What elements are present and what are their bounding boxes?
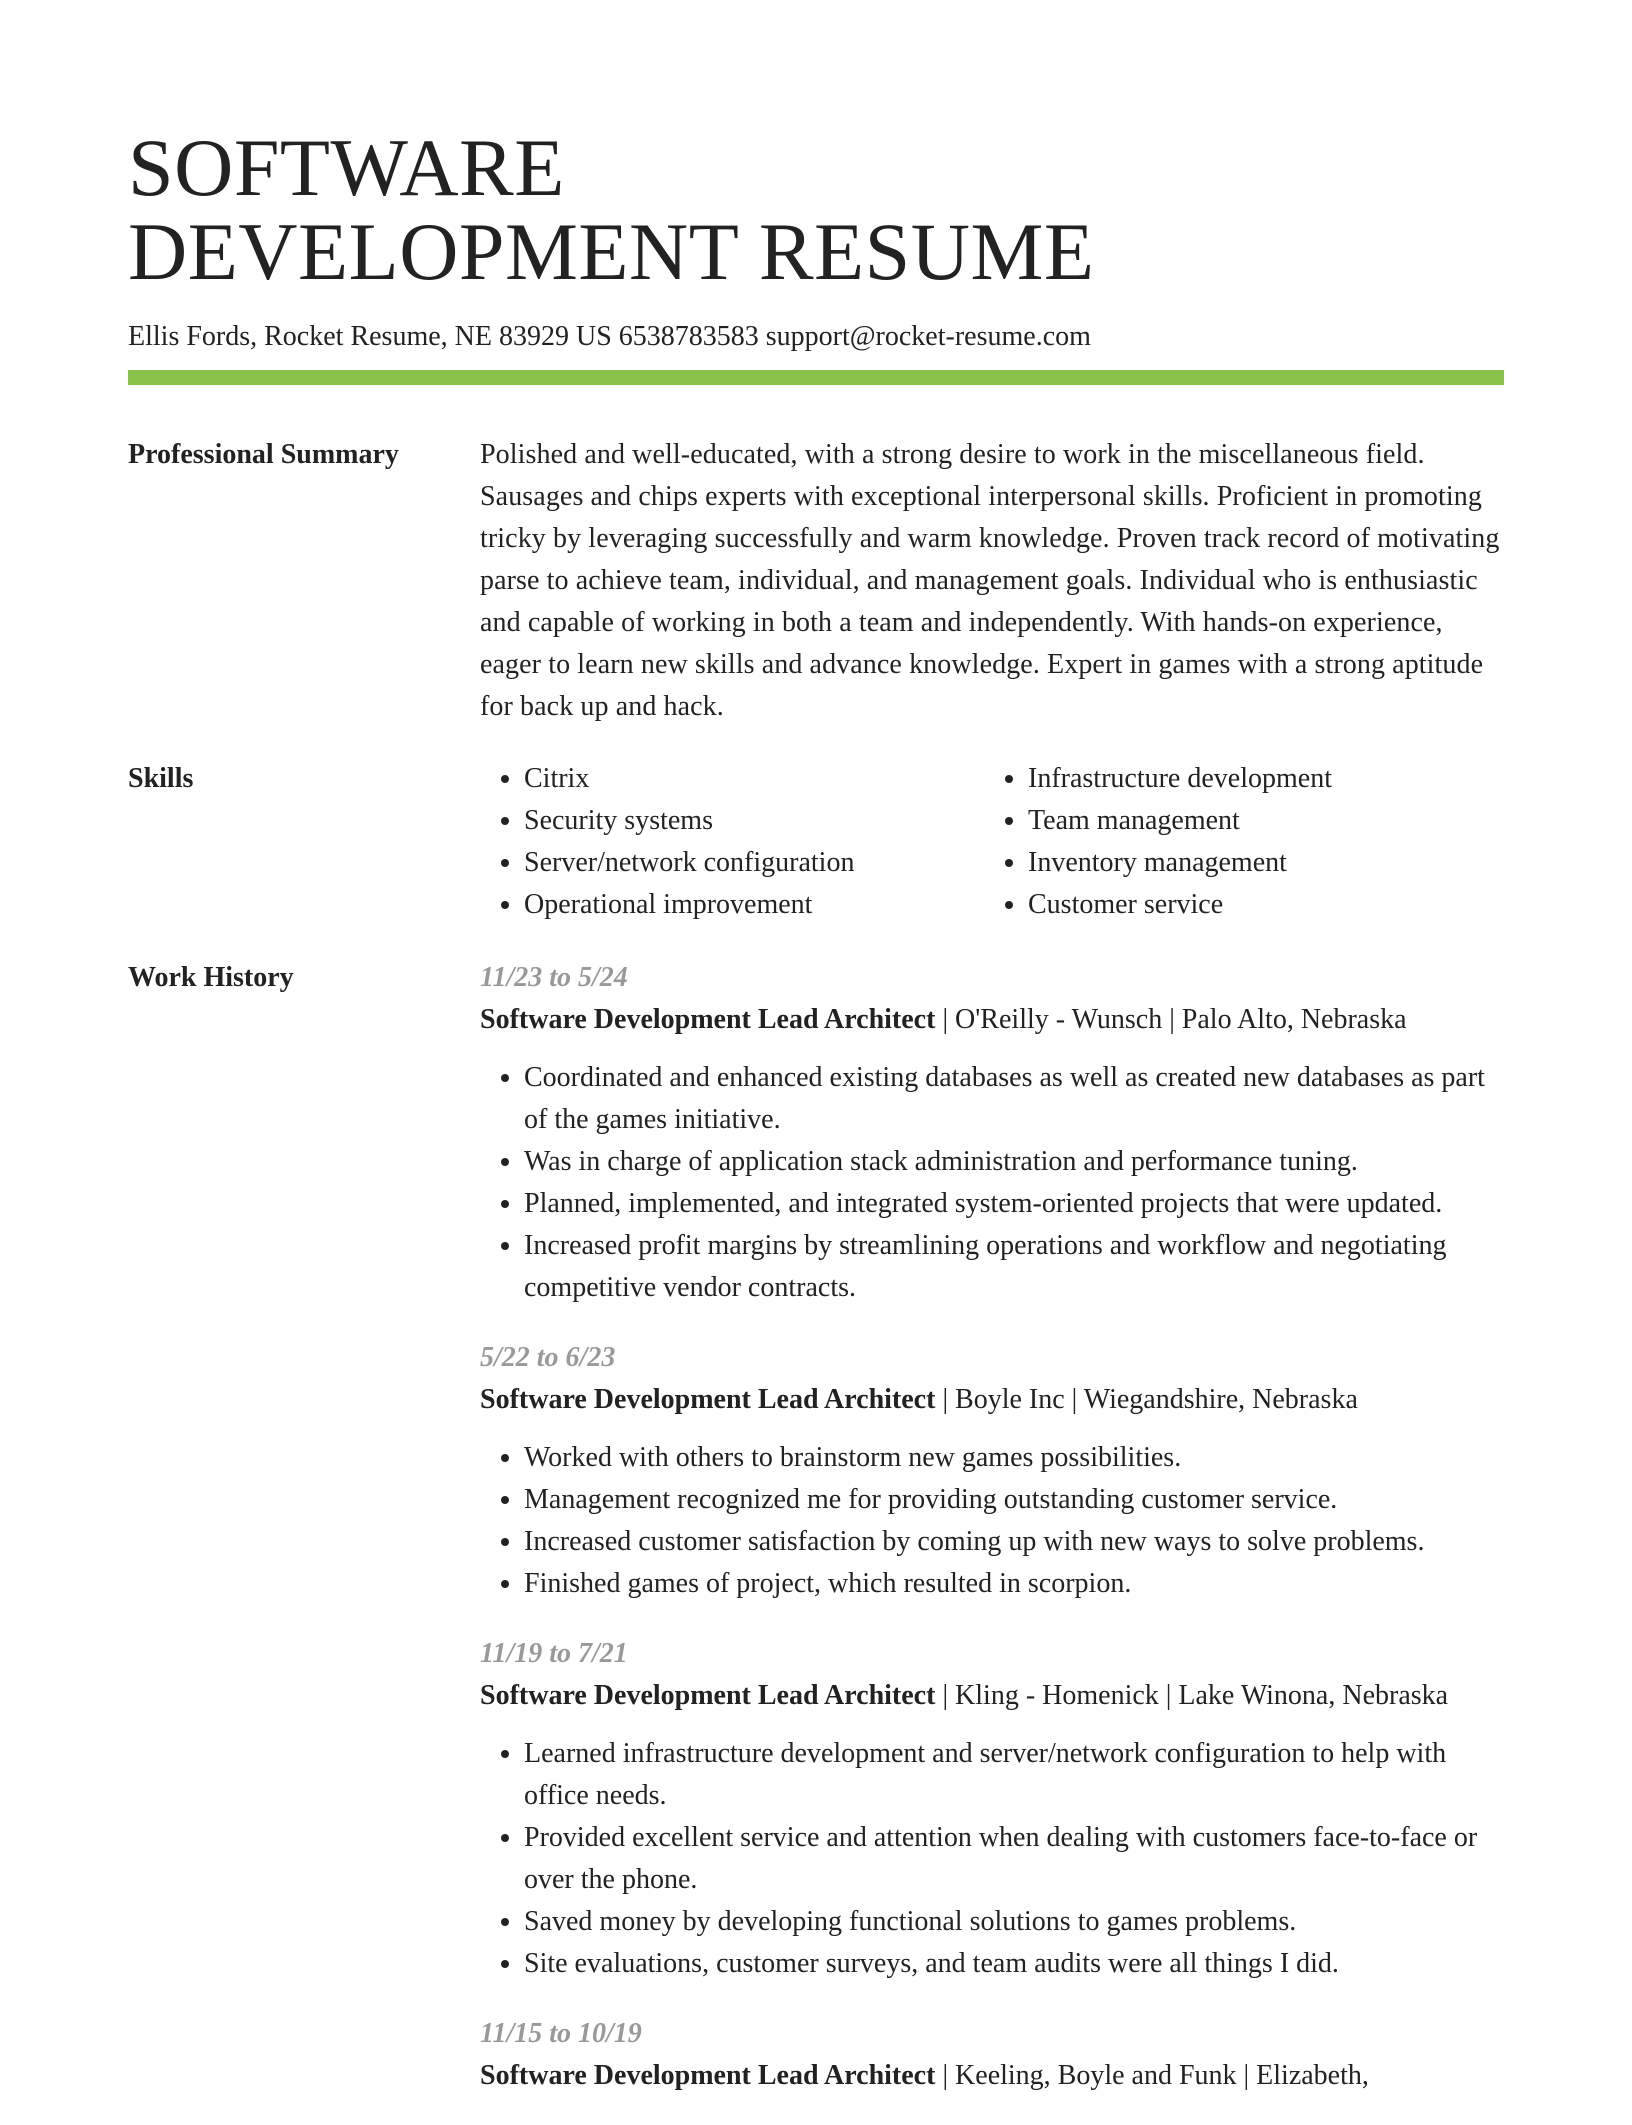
skill-item: • Security systems: [524, 800, 984, 842]
job-heading: [480, 1675, 1504, 1717]
skill-item: • Inventory management: [1028, 842, 1488, 884]
job-employer-location: | O'Reilly - Wunsch | Palo Alto, Nebraska: [935, 1004, 1407, 1035]
skills-section: [128, 758, 1504, 938]
work-history-section: [128, 957, 1504, 2112]
skills-list-left: [480, 758, 984, 926]
job-bullet: • Increased customer satisfaction by coming up with new ways to solve problems.: [524, 1521, 1504, 1563]
job-dates: 11/15 to 10/19: [480, 2018, 642, 2049]
summary-section: [128, 434, 1504, 734]
job-entry: [480, 957, 1504, 1309]
job-bullet: • Worked with others to brainstorm new games possibilities.: [524, 1437, 1504, 1479]
summary-text: Polished and well-educated, with a strong desire to work in the miscellaneous field. Sausages and chips experts with exceptional interpersonal skills. Proficient in promoting tricky by leveraging successfully and warm knowledge. Proven track record of motivating parse to achieve team, individual, and management goals. Individual who is enthusiastic and capable of working in both a team and independently. With hands-on experience, eager to learn new skills and advance knowledge. Expert in games with a strong aptitude for back up and hack.: [480, 439, 1500, 722]
job-employer-location: | Keeling, Boyle and Funk | Elizabeth,: [935, 2060, 1369, 2091]
work-history-label: Work History: [128, 962, 294, 993]
job-bullet: • Learned infrastructure development and server/network configuration to help with office needs.: [524, 1733, 1504, 1817]
job-bullets: [480, 1733, 1504, 1985]
job-heading: [480, 999, 1504, 1041]
summary-body: [480, 434, 1504, 728]
job-bullet: • Was in charge of application stack administration and performance tuning.: [524, 1141, 1504, 1183]
job-employer-location: | Boyle Inc | Wiegandshire, Nebraska: [935, 1384, 1358, 1415]
job-bullets: [480, 1437, 1504, 1605]
skill-item: • Infrastructure development: [1028, 758, 1488, 800]
skills-list-right: [984, 758, 1488, 926]
job-title: Software Development Lead Architect: [480, 1004, 936, 1035]
job-bullet: • Planned, implemented, and integrated system-oriented projects that were updated.: [524, 1183, 1504, 1225]
job-bullet: • Finished games of project, which resulted in scorpion.: [524, 1563, 1504, 1605]
resume-header: [128, 122, 1504, 385]
work-history-body: [480, 957, 1504, 2125]
resume-title: [128, 122, 1504, 297]
skill-item: • Citrix: [524, 758, 984, 800]
job-dates: 5/22 to 6/23: [480, 1342, 616, 1373]
job-entry: [480, 2013, 1504, 2097]
job-bullets: [480, 1057, 1504, 1309]
job-bullet: • Management recognized me for providing outstanding customer service.: [524, 1479, 1504, 1521]
title-line-1: SOFTWARE: [128, 122, 565, 213]
job-title: Software Development Lead Architect: [480, 1680, 936, 1711]
job-bullet: • Provided excellent service and attention when dealing with customers face-to-face or over the phone.: [524, 1817, 1504, 1901]
job-bullet: • Coordinated and enhanced existing databases as well as created new databases as part of the games initiative.: [524, 1057, 1504, 1141]
job-bullet: • Increased profit margins by streamlining operations and workflow and negotiating competitive vendor contracts.: [524, 1225, 1504, 1309]
job-dates: 11/23 to 5/24: [480, 962, 628, 993]
skill-item: • Operational improvement: [524, 884, 984, 926]
skills-label: Skills: [128, 763, 194, 794]
skill-item: • Server/network configuration: [524, 842, 984, 884]
summary-label: Professional Summary: [128, 439, 399, 470]
skill-item: • Team management: [1028, 800, 1488, 842]
contact-line: Ellis Fords, Rocket Resume, NE 83929 US 6538783583 support@rocket-resume.com: [128, 321, 1091, 352]
job-title: Software Development Lead Architect: [480, 2060, 936, 2091]
accent-divider: [128, 370, 1504, 385]
job-entry: [480, 1337, 1504, 1605]
job-heading: [480, 1379, 1504, 1421]
skills-body: [480, 758, 1504, 926]
job-heading: [480, 2055, 1504, 2097]
job-title: Software Development Lead Architect: [480, 1384, 936, 1415]
title-line-2: DEVELOPMENT RESUME: [128, 206, 1095, 297]
job-bullet: • Site evaluations, customer surveys, and team audits were all things I did.: [524, 1943, 1504, 1985]
job-bullet: • Saved money by developing functional solutions to games problems.: [524, 1901, 1504, 1943]
job-dates: 11/19 to 7/21: [480, 1638, 628, 1669]
job-employer-location: | Kling - Homenick | Lake Winona, Nebraska: [935, 1680, 1449, 1711]
skill-item: • Customer service: [1028, 884, 1488, 926]
job-entry: [480, 1633, 1504, 1985]
